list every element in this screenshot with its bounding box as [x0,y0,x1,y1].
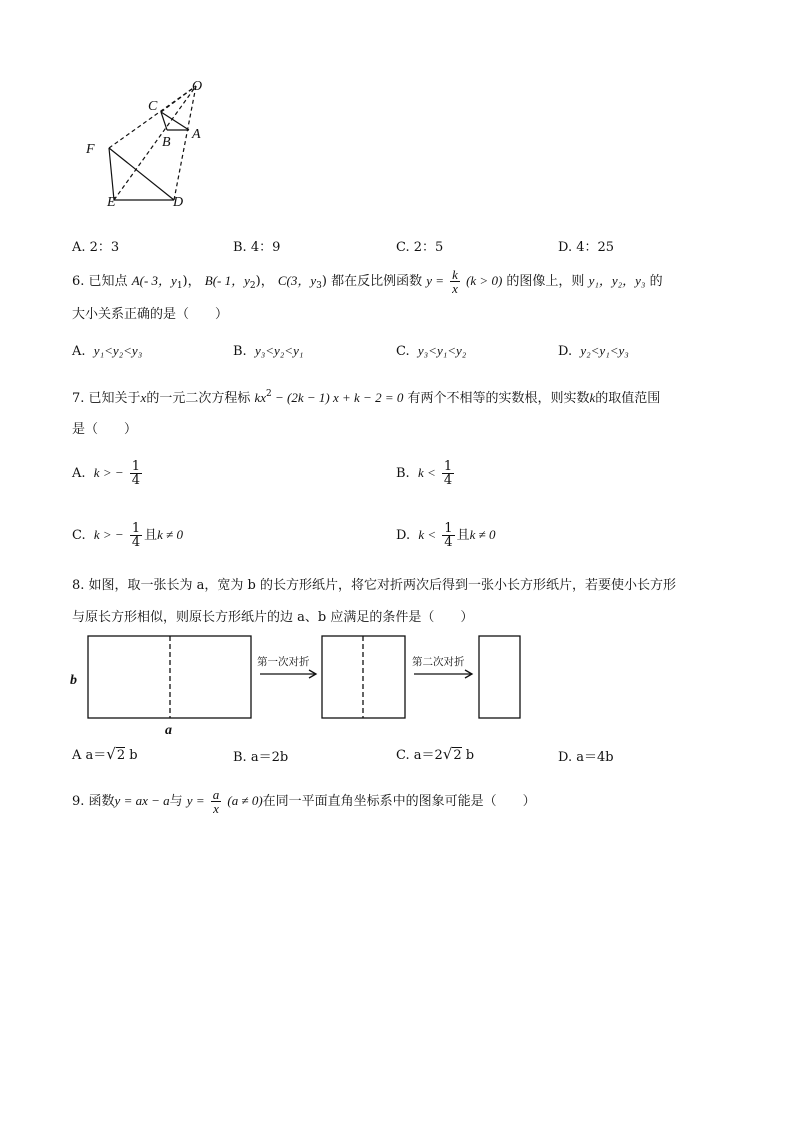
label-b: b [70,673,77,688]
q5-option-c[interactable]: C. 2：5 [396,240,444,255]
q7-option-a[interactable]: A. k > − $\frac{1}{4}$ [72,459,141,488]
label-F: F [86,142,95,157]
q6-stem-line2: 大小关系正确的是（ ） [72,307,229,322]
q6-option-d[interactable]: D. y₂<y₁<y₃ [558,343,629,359]
q7-stem-line1: 7. 已知关于x的一元二次方程标 $kx^2 - (2k - 1) x + k - 2 = 0$ 有两个不相等的实数根，则实数k的取值范围 [72,389,661,406]
q5-option-a[interactable]: A. 2：3 [72,240,120,255]
label-a: a [165,723,172,738]
q8-option-c[interactable]: C. a＝2√2 b [396,745,475,763]
q8-option-b[interactable]: B. a＝2b [233,750,289,765]
q7-option-d[interactable]: D. k < $\frac{1}{4}$ 且k ≠ 0 [396,521,496,550]
q6-option-a[interactable]: A. y₁<y₂<y₃ [72,343,143,359]
q8-option-a[interactable]: A a＝√2 b [72,745,138,763]
label-E: E [107,195,116,210]
arrow-label-first-fold: 第一次对折 [257,656,310,668]
label-C: C [148,99,158,114]
arrow-label-second-fold: 第二次对折 [412,656,465,668]
label-D: D [173,195,184,210]
q7-option-b[interactable]: B. k < $\frac{1}{4}$ [396,459,453,488]
triangle-figure [80,76,220,214]
q7-stem-line2: 是（ ） [72,422,138,437]
q5-option-d[interactable]: D. 4：25 [558,240,615,255]
label-B: B [162,135,171,150]
q9-stem: 9. 函数y = ax − a与 y = $\frac{a}{x}$ (a ≠ 0)在同一平面直角坐标系中的图象可能是（ ） [72,787,536,816]
q5-option-b[interactable]: B. 4：9 [233,240,281,255]
folding-figure [66,632,536,740]
label-O: O [192,79,203,94]
q6-stem-line1: 6. 已知点 A(- 3，$y_1$)， B(- 1，$y_2$)， C(3，$y_3$) 都在反比例函数 y = $\frac{k}{x}$ (k > 0) 的图像上，则 y₁，y₂，y₃ 的 [72,267,663,296]
q7-option-c[interactable]: C. k > − $\frac{1}{4}$ 且k ≠ 0 [72,521,184,550]
q8-stem-line1: 8. 如图，取一张长为 a，宽为 b 的长方形纸片，将它对折两次后得到一张小长方形纸片，若要使小长方形 [72,578,677,593]
label-A: A [192,127,201,142]
q8-stem-line2: 与原长方形相似，则原长方形纸片的边 a、b 应满足的条件是（ ） [72,610,474,625]
q6-option-b[interactable]: B. y₃<y₂<y₁ [233,343,304,359]
q6-option-c[interactable]: C. y₃<y₁<y₂ [396,343,467,359]
q8-option-d[interactable]: D. a＝4b [558,750,614,765]
